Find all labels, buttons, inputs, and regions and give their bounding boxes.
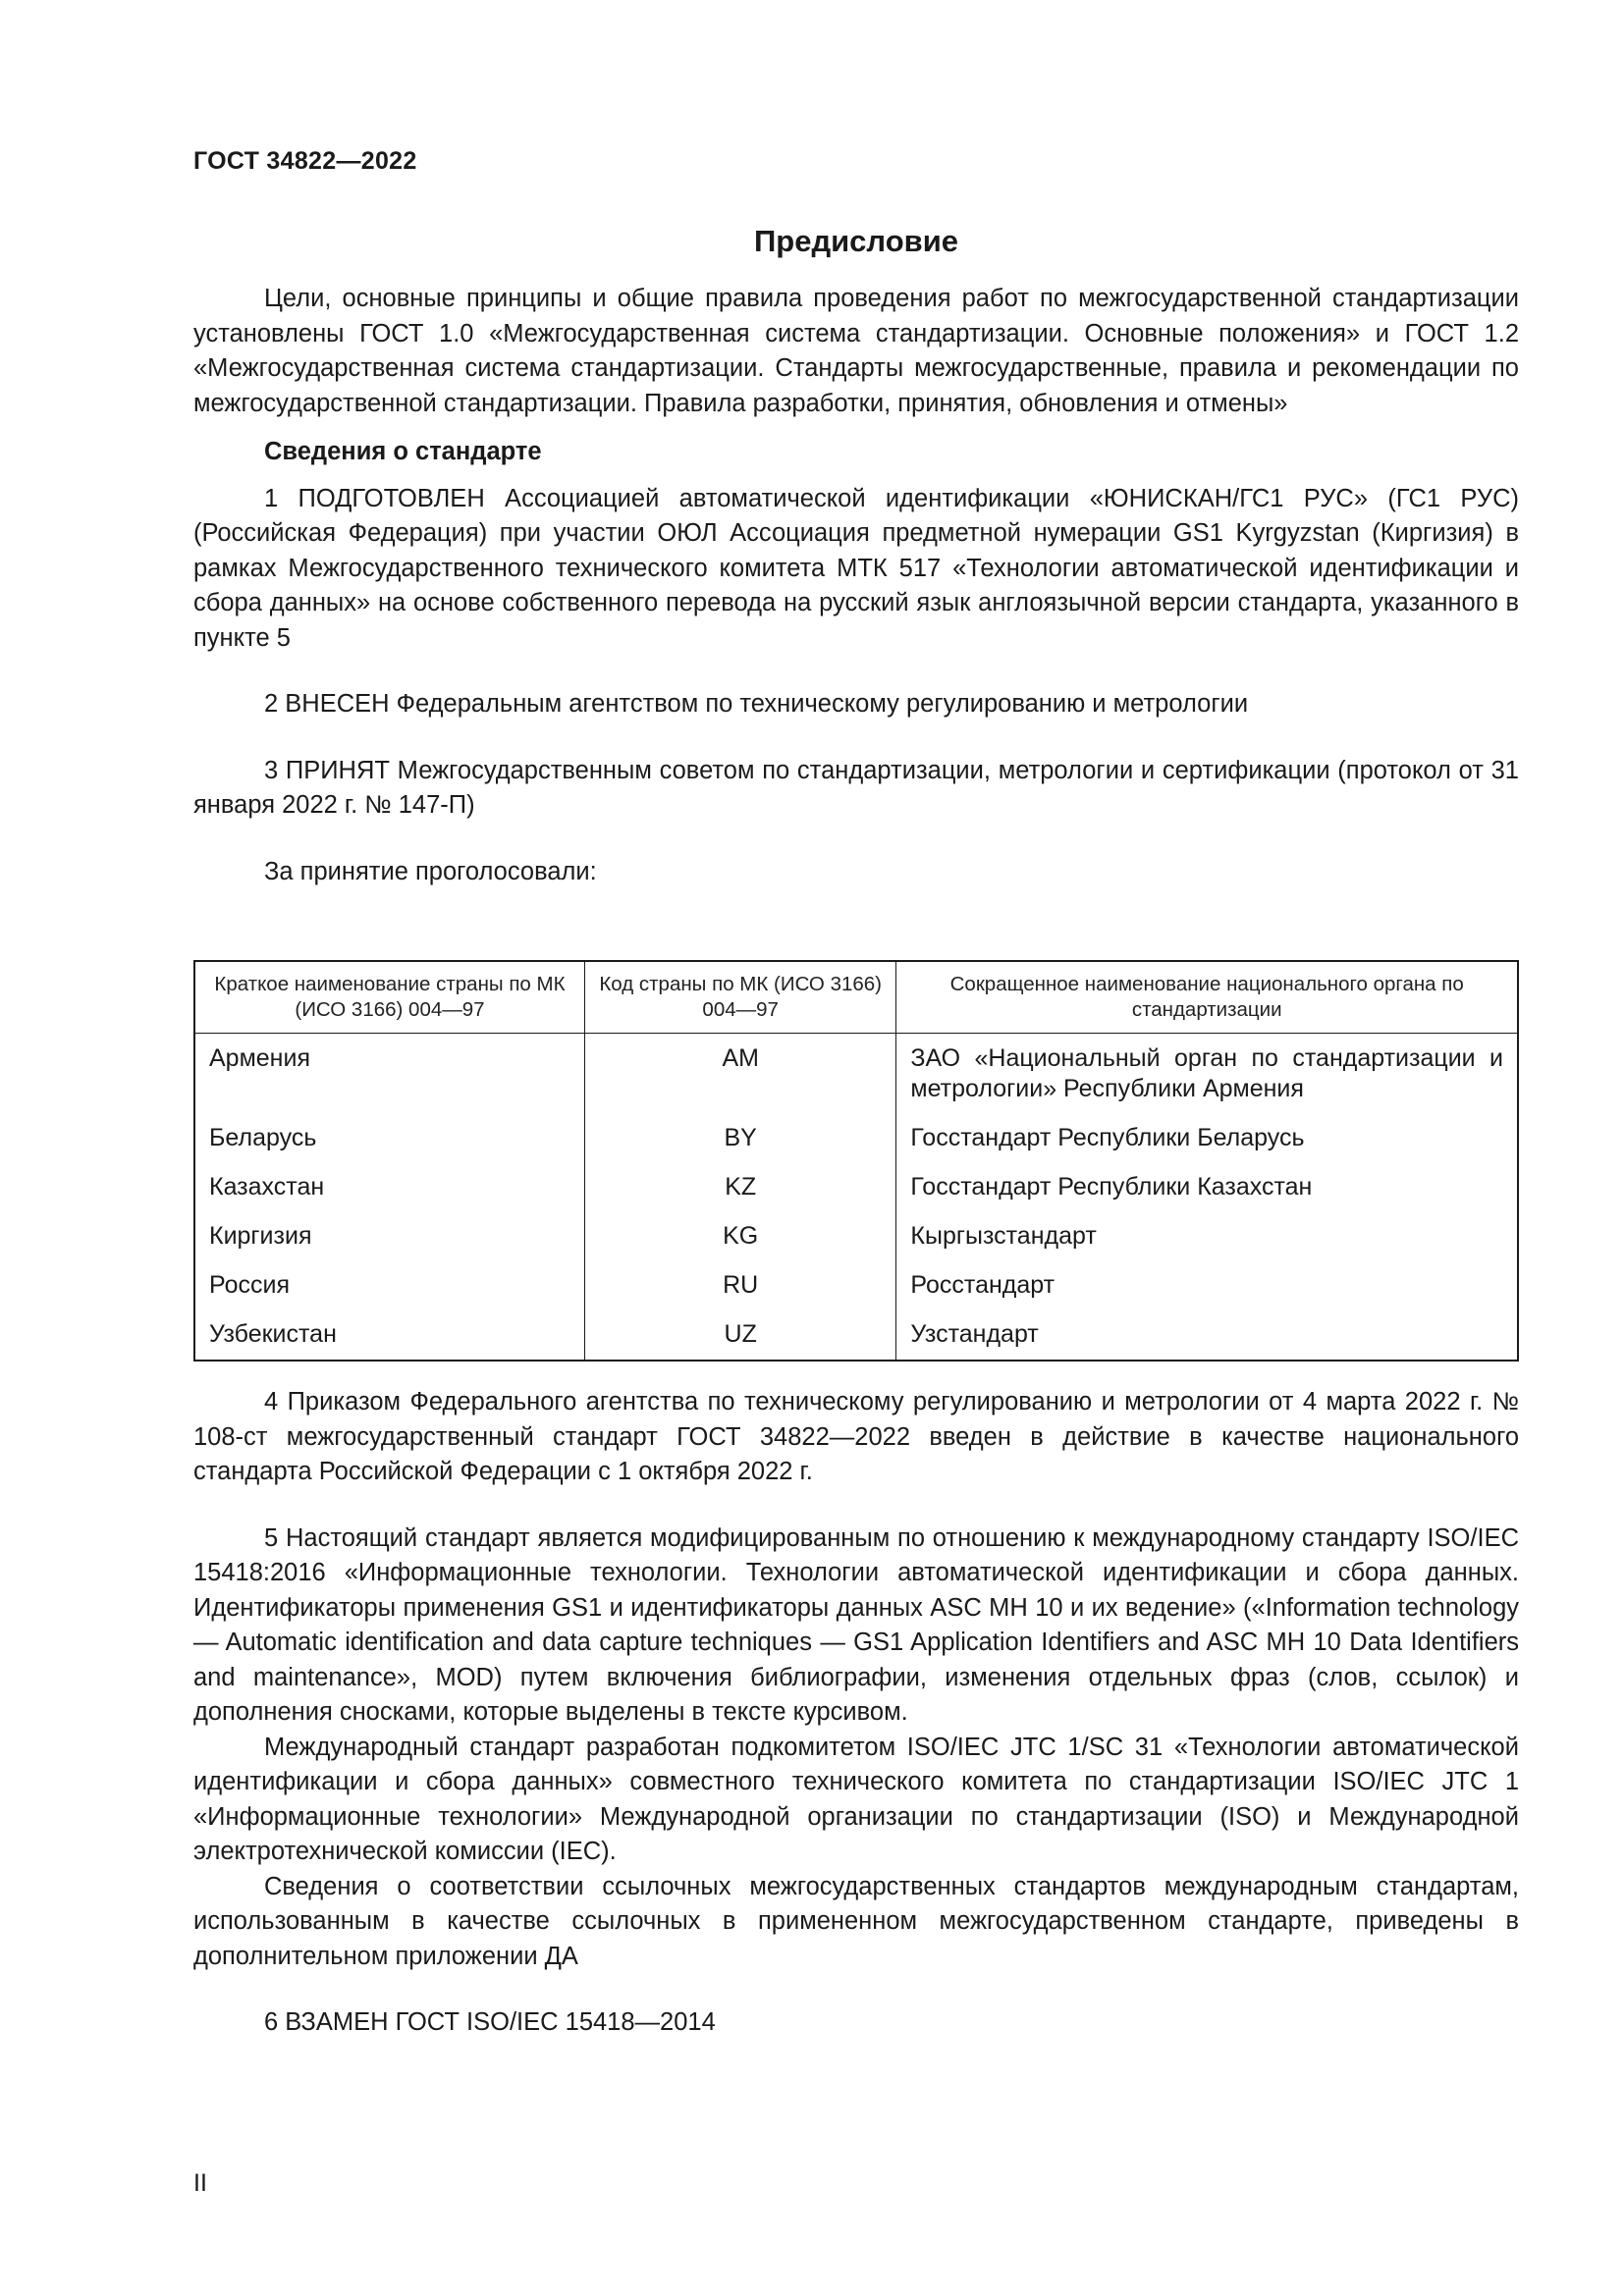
table-row	[194, 1221, 1518, 1270]
voting-table-container	[193, 960, 1519, 1362]
voting-table	[193, 960, 1519, 1362]
item-2-paragraph: 2 ВНЕСЕН Федеральным агентством по техническому регулированию и метрологии	[264, 690, 1249, 718]
lower-block	[193, 1385, 1519, 2041]
document-page	[193, 0, 1519, 2296]
cell-org: Узстандарт	[896, 1319, 1518, 1361]
header-country: Краткое наименование страны по МК (ИСО 3166) 004—97	[194, 961, 584, 1034]
table-row	[194, 1123, 1518, 1172]
item-4-paragraph: 4 Приказом Федерального агентства по техническому регулированию и метрологии от 4 марта 2022 г. № 108-ст межгосударственный стандарт ГОСТ 34822—2022 введен в действие в качестве национального стандарта Российской Федерации с 1 октября 2022 г.	[193, 1388, 1519, 1485]
cell-country: Армения	[194, 1034, 584, 1124]
cell-country: Узбекистан	[194, 1319, 584, 1361]
item-5-paragraph-2: Международный стандарт разработан подкомитетом ISO/IEC JTC 1/SC 31 «Технологии автоматической идентификации и сбора данных» совместного технического комитета по стандартизации ISO/IEC JTC 1 «Информационные технологии» Международной организации по стандартизации (ISO) и Международной электротехнической комиссии (IEC).	[193, 1733, 1519, 1865]
cell-code: RU	[584, 1270, 895, 1319]
item-5-paragraph-3: Сведения о соответствии ссылочных межгосударственных стандартов международным стандартам, использованным в качестве ссылочных в примененном межгосударственном стандарте, приведены в дополнительном приложении ДА	[193, 1872, 1519, 1970]
cell-country: Казахстан	[194, 1172, 584, 1221]
page-title: Предисловие	[753, 224, 958, 258]
cell-org: Госстандарт Республики Казахстан	[896, 1172, 1518, 1221]
item-6-paragraph: 6 ВЗАМЕН ГОСТ ISO/IEC 15418—2014	[264, 2008, 716, 2036]
vote-intro: За принятие проголосовали:	[264, 857, 597, 885]
cell-code: UZ	[584, 1319, 895, 1361]
cell-code: KG	[584, 1221, 895, 1270]
cell-org: ЗАО «Национальный орган по стандартизации и метрологии» Республики Армения	[896, 1034, 1518, 1124]
item-5-paragraph-1: 5 Настоящий стандарт является модифицированным по отношению к международному стандарту ISO/IEC 15418:2016 «Информационные технологии. Технологии автоматической идентификации и сбора данных. Идентификаторы применения GS1 и идентификаторы данных ASC MH 10 и их ведение» («Information technology — Automatic identification and data capture techniques — GS1 Application Identifiers and ASC MH 10 Data Identifiers and maintenance», MOD) путем включения библиографии, изменения отдельных фраз (слов, ссылок) и дополнения сносками, которые выделены в тексте курсивом.	[193, 1523, 1519, 1726]
cell-country: Киргизия	[194, 1221, 584, 1270]
document-code: ГОСТ 34822—2022	[193, 147, 417, 175]
cell-org: Кыргызстандарт	[896, 1221, 1518, 1270]
table-row	[194, 1270, 1518, 1319]
table-row	[194, 1034, 1518, 1124]
section-heading: Сведения о стандарте	[264, 438, 542, 465]
header-code: Код страны по МК (ИСО 3166) 004—97	[584, 961, 895, 1034]
page-number: II	[193, 2169, 207, 2197]
cell-country: Россия	[194, 1270, 584, 1319]
cell-country: Беларусь	[194, 1123, 584, 1172]
intro-block	[193, 282, 1519, 889]
table-row	[194, 1172, 1518, 1221]
intro-paragraph: Цели, основные принципы и общие правила проведения работ по межгосударственной стандартизации установлены ГОСТ 1.0 «Межгосударственная система стандартизации. Основные положения» и ГОСТ 1.2 «Межгосударственная система стандартизации. Стандарты межгосударственные, правила и рекомендации по межгосударственной стандартизации. Правила разработки, принятия, обновления и отмены»	[193, 285, 1519, 417]
header-org: Сокращенное наименование национального органа по стандартизации	[896, 961, 1518, 1034]
cell-org: Росстандарт	[896, 1270, 1518, 1319]
item-3-paragraph: 3 ПРИНЯТ Межгосударственным советом по стандартизации, метрологии и сертификации (протокол от 31 января 2022 г. № 147-П)	[193, 756, 1519, 819]
cell-code: KZ	[584, 1172, 895, 1221]
table-row	[194, 1319, 1518, 1361]
table-header-row	[194, 961, 1518, 1034]
item-1-paragraph: 1 ПОДГОТОВЛЕН Ассоциацией автоматической идентификации «ЮНИСКАН/ГС1 РУС» (ГС1 РУС) (Российская Федерация) при участии ОЮЛ Ассоциация предметной нумерации GS1 Kyrgyzstan (Киргизия) в рамках Межгосударственного технического комитета МТК 517 «Технологии автоматической идентификации и сбора данных» на основе собственного перевода на русский язык англоязычной версии стандарта, указанного в пункте 5	[193, 484, 1519, 652]
cell-code: BY	[584, 1123, 895, 1172]
cell-org: Госстандарт Республики Беларусь	[896, 1123, 1518, 1172]
cell-code: AM	[584, 1034, 895, 1124]
